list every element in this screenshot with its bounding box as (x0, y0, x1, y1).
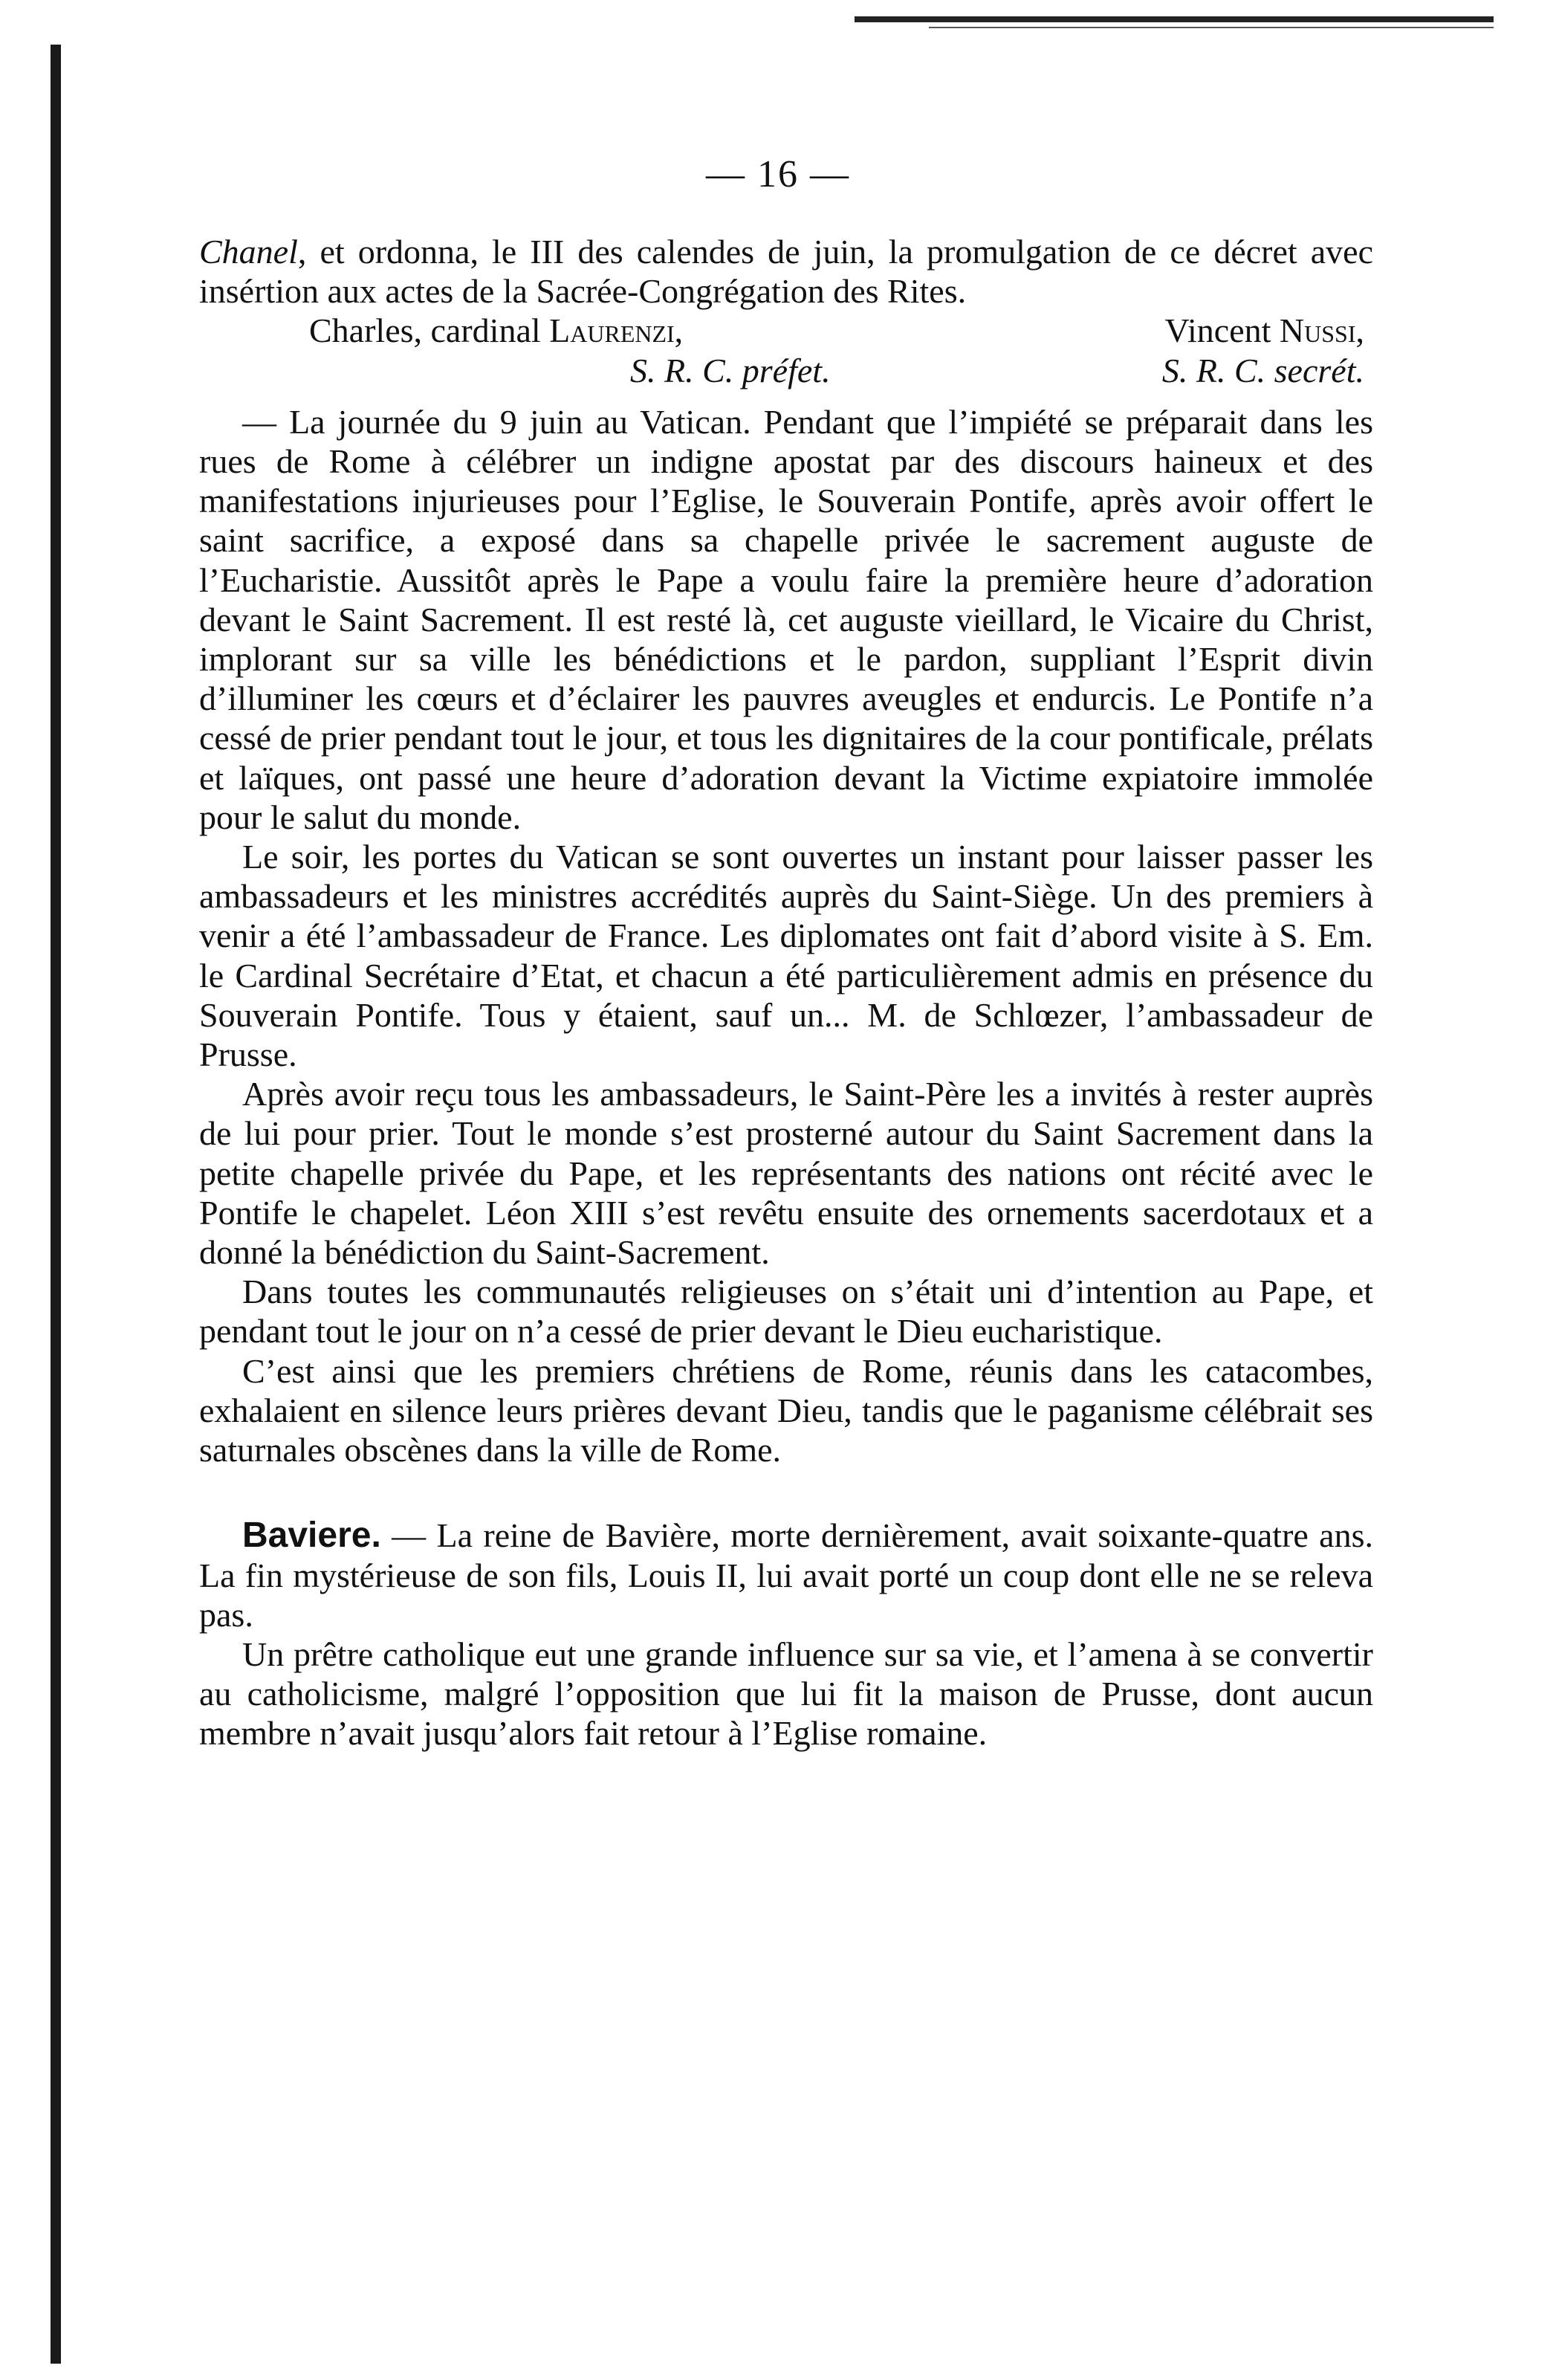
baviere-paragraph (199, 1516, 1373, 1634)
signature-left-title: S. R. C. préfet. (630, 351, 831, 389)
continuation-text: , et ordonna, le III des calendes de juin, la promulgation de ce décret avec insértion aux actes de la Sacrée-Congrégation des Rites. (199, 233, 1373, 311)
signature-right-title: S. R. C. secrét. (1161, 351, 1364, 389)
binding-edge-shadow (51, 45, 61, 2364)
top-edge-rule (855, 16, 1494, 22)
signature-right-prefix: Vincent (1164, 311, 1280, 350)
signature-names (199, 311, 1373, 350)
continuation-lead-word: Chanel (199, 233, 298, 271)
paragraph-catacombs: C’est ainsi que les premiers chrétiens de Rome, réunis dans les catacombes, exhalaient en silence leurs prières devant Dieu, tandis que le paganisme célébrait ses saturnales obscènes dans la ville de Rome. (199, 1351, 1373, 1469)
page-body (199, 232, 1373, 1753)
signature-right-name: Nussi, (1279, 311, 1364, 350)
signature-right (1165, 311, 1364, 350)
baviere-second-paragraph: Un prêtre catholique eut une grande influence sur sa vie, et l’amena à se convertir au catholicisme, malgré l’opposition que lui fit la maison de Prusse, dont aucun membre n’avait jusqu’alors fait retour à l’Eglise romaine. (199, 1634, 1373, 1753)
paragraph-prayer: Après avoir reçu tous les ambassadeurs, le Saint-Père les a invités à rester auprès de lui pour prier. Tout le monde s’est prosterné autour du Saint Sacrement dans la petite chapelle privée du Pape, et les représentants des nations ont récité avec le Pontife le chapelet. Léon XIII s’est revêtu ensuite des ornements sacerdotaux et a donné la bénédiction du Saint-Sacrement. (199, 1075, 1373, 1272)
paragraph-vatican-day: — La journée du 9 juin au Vatican. Pendant que l’impiété se préparait dans les rues de Rome à célébrer un indigne apostat par des discours haineux et des manifestations injurieuses pour l’Eglise, le Souverain Pontife, après avoir offert le saint sacrifice, a exposé dans sa chapelle privée le sacrement auguste de l’Eucharistie. Aussitôt après le Pape a voulu faire la première heure d’adoration devant le Saint Sacrement. Il est resté là, cet auguste vieillard, le Vicaire du Christ, implorant sur sa ville les bénédictions et le pardon, suppliant l’Esprit divin d’illuminer les cœurs et d’éclairer les pauvres aveugles et endurcis. Le Pontife n’a cessé de prier pendant tout le jour, et tous les dignitaires de la cour pontificale, prélats et laïques, ont passé une heure d’adoration devant la Victime expiatoire immolée pour le salut du monde. (199, 402, 1373, 836)
baviere-lead-text: — La reine de Bavière, morte dernièrement, avait soixante-quatre ans. La fin mystérieuse de son fils, Louis II, lui avait porté un coup dont elle ne se releva pas. (199, 1516, 1373, 1634)
top-edge-rule-thin (929, 27, 1494, 28)
signature-left (309, 311, 683, 350)
signature-titles (199, 351, 1373, 390)
section-heading-baviere: Baviere. (242, 1516, 381, 1556)
continuation-paragraph (199, 232, 1373, 311)
paragraph-ambassadors: Le soir, les portes du Vatican se sont ouvertes un instant pour laisser passer les ambassadeurs et les ministres accrédités auprès du Saint-Siège. Un des premiers à venir a été l’ambassadeur de France. Les diplomates ont fait d’abord visite à S. Em. le Cardinal Secrétaire d’Etat, et chacun a été particulièrement admis en présence du Souverain Pontife. Tous y étaient, sauf un... M. de Schlœzer, l’ambassadeur de Prusse. (199, 838, 1373, 1074)
section-gap (199, 1469, 1373, 1516)
paragraph-communities: Dans toutes les communautés religieuses on s’était uni d’intention au Pape, et pendant tout le jour on n’a cessé de prier devant le Dieu eucharistique. (199, 1273, 1373, 1351)
signature-left-prefix: Charles, cardinal (309, 311, 550, 350)
page-number: — 16 — (706, 153, 850, 195)
signature-left-name: Laurenzi, (549, 311, 684, 350)
